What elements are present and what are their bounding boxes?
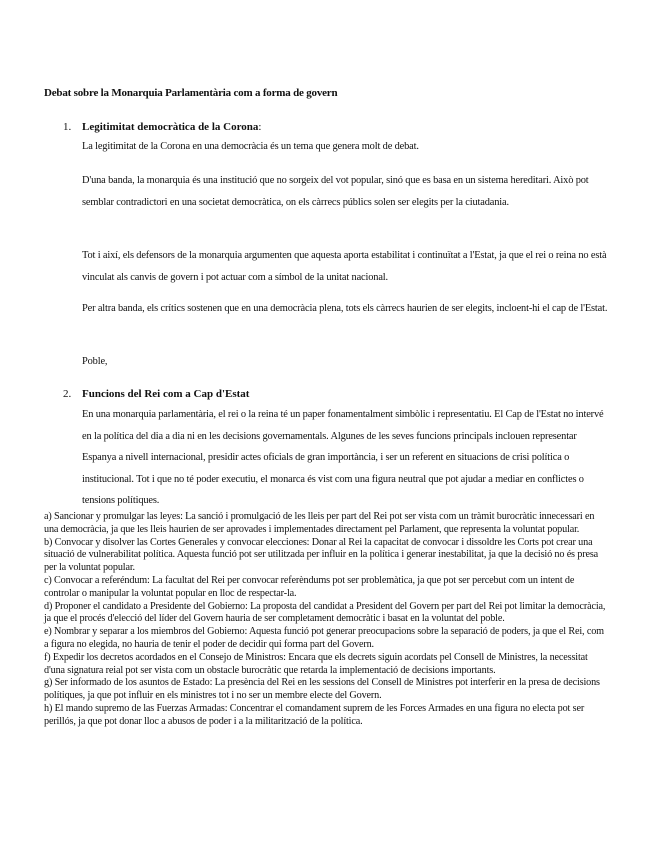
section-1-heading-text: Legitimitat democràtica de la Corona: [82, 121, 259, 133]
section-2-paragraph: En una monarquia parlamentària, el rei o la reina té un paper fonamentalment simbòlic i representatiu. El Cap de l'Estat no intervé en la política del dia a dia ni en les decisions governamentals. Algunes de les seves funcions principals inclouen representar Espanya a nivell internacional, presidir actes oficials de gran importància, i ser un referent en situacions de crisi política o institucional. Tot i que no té poder executiu, el monarca és vist com una figura neutral que pot ajudar a mediar en conflictes o tensions polítiques.: [82, 409, 604, 506]
list-item: b) Convocar y disolver las Cortes Generales y convocar elecciones: Donar al Rei la capacitat de convocar i dissoldre les Corts pot crear una situació de vulnerabilitat política. Aquesta funció pot ser utilitzada per influir en la política i generar inestabilitat, ja que la decisió no és presa per la voluntat popular.: [44, 536, 599, 574]
list-item: c) Convocar a referéndum: La facultat del Rei per convocar referèndums pot ser problemàtica, ja que pot ser percebut com un intent de controlar o manipular la voluntat popular en lloc de respectar-la.: [44, 574, 575, 599]
list-item: h) El mando supremo de las Fuerzas Armadas: Concentrar el comandament suprem de les Forces Armades en una figura no electa pot ser perillós, ja que pot donar lloc a abusos de poder i a la militarització de la política.: [44, 702, 585, 727]
section-1-heading: [82, 121, 261, 133]
list-item: f) Expedir los decretos acordados en el Consejo de Ministros: Encara que els decrets siguin acordats pel Consell de Ministres, la necessitat d'una signatura reial pot ser vista com un obstacle burocràtic que retarda la implementació de decisions importants.: [44, 651, 588, 676]
section-1-paragraph: La legitimitat de la Corona en una democràcia és un tema que genera molt de debat.: [82, 141, 419, 152]
section-1-paragraph: Poble,: [82, 356, 108, 367]
section-2-heading-text: Funcions del Rei com a Cap d'Estat: [82, 388, 250, 400]
list-item: d) Proponer el candidato a Presidente del Gobierno: La proposta del candidat a President del Govern per part del Rei pot limitar la democràcia, ja que el procés d'elecció del líder del Govern hauria de ser completament democràtic i basat en la voluntat del poble.: [44, 600, 606, 625]
section-1-heading-suffix: :: [258, 121, 262, 133]
section-2-heading: [82, 388, 249, 400]
section-1-paragraph: Per altra banda, els crítics sostenen que en una democràcia plena, tots els càrrecs haurien de ser elegits, incloent-hi el cap de l'Estat.: [82, 303, 608, 314]
section-2-number: 2.: [63, 388, 72, 400]
section-1-paragraph: Tot i així, els defensors de la monarquia argumenten que aquesta aporta estabilitat i continuïtat a l'Estat, ja que el rei o reina no està vinculat als canvis de govern i pot actuar com a símbol de la unitat nacional.: [82, 250, 607, 283]
document-title: Debat sobre la Monarquia Parlamentària com a forma de govern: [44, 87, 338, 99]
list-item: a) Sancionar y promulgar las leyes: La sanció i promulgació de les lleis per part del Rei pot ser vista com un tràmit burocràtic innecessari en una democràcia, ja que les lleis haurien de ser aprovades i implementades directament pel Parlament, que representa la voluntat popular.: [44, 511, 595, 535]
section-1-number: 1.: [63, 121, 72, 133]
list-item: e) Nombrar y separar a los miembros del Gobierno: Aquesta funció pot generar preocupacions sobre la separació de poders, ja que el Rei, com a figura no elegida, no hauria de tenir el poder de decidir qui forma part del Govern.: [44, 626, 604, 650]
functions-list: [44, 511, 610, 729]
list-item: g) Ser informado de los asuntos de Estado: La presència del Rei en les sessions del Consell de Ministres pot interferir en la presa de decisions polítiques, ja que pot influir en els ministres tot i no ser un membre electe del Govern.: [44, 677, 600, 702]
section-1-paragraph: D'una banda, la monarquia és una institució que no sorgeix del vot popular, sinó que es basa en un sistema hereditari. Això pot semblar contradictori en una societat democràtica, on els càrrecs públics solen ser elegits per la ciutadania.: [82, 175, 589, 208]
